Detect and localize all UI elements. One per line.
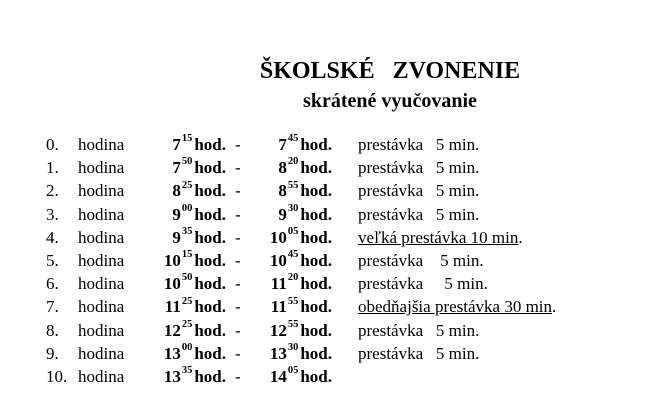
lesson-end-time-hour: 9 (278, 204, 287, 224)
schedule-row (0, 226, 666, 249)
lesson-start-time-hour: 10 (163, 250, 181, 270)
time-dash: - (235, 250, 241, 270)
break-info (358, 156, 479, 179)
document-title: ŠKOLSKÉ ZVONENIE (259, 58, 521, 84)
break-info (358, 203, 479, 226)
time-dash: - (235, 274, 241, 294)
break-label: prestávka 5 min. (358, 274, 488, 294)
lesson-word: hodina (78, 135, 125, 154)
time-dash: - (235, 204, 241, 224)
lesson-end-time-minutes: 05 (287, 226, 299, 237)
lesson-start-time-hour: 13 (163, 343, 181, 363)
lesson-start-time-minutes: 35 (181, 365, 193, 377)
time-dash: - (235, 158, 241, 178)
time-dash: - (235, 343, 241, 363)
break-label: prestávka 5 min. (358, 204, 480, 224)
lesson-end-time-hour: 8 (278, 158, 287, 178)
lesson-end-time (271, 295, 332, 318)
schedule-row (0, 342, 666, 365)
lesson-start-time-suffix: hod. (194, 297, 226, 317)
lesson-word: hodina (78, 366, 125, 386)
lesson-end-time-minutes: 30 (287, 341, 299, 353)
lesson-end-time-suffix: hod. (300, 297, 332, 317)
lesson-start-time (165, 295, 226, 318)
lesson-start-time-hour: 8 (172, 181, 181, 201)
schedule-row (0, 295, 666, 318)
lesson-start-time (172, 156, 226, 179)
lesson-start-time-minutes: 00 (181, 202, 193, 214)
lesson-word: hodina (78, 227, 125, 247)
lesson-number: 9. (46, 343, 59, 363)
lesson-start-time-minutes: 50 (181, 272, 193, 284)
lesson-number: 4. (46, 227, 59, 247)
lesson-start-time-hour: 11 (164, 297, 181, 317)
lesson-start-time (164, 249, 226, 272)
lesson-start-time (172, 179, 226, 202)
lesson-end-time-suffix: hod. (300, 181, 332, 201)
lesson-word: hodina (78, 181, 125, 201)
break-info (358, 295, 556, 318)
lesson-end-time-minutes: 20 (287, 272, 299, 284)
schedule-row (0, 319, 666, 342)
lesson-start-time-hour: 7 (172, 158, 181, 178)
lesson-end-time (278, 203, 332, 226)
schedule-row (0, 179, 666, 202)
lesson-end-time (270, 365, 332, 388)
lesson-start-time-suffix: hod. (194, 250, 226, 270)
schedule-row (0, 203, 666, 226)
time-dash: - (235, 135, 241, 154)
lesson-word: hodina (78, 274, 125, 294)
lesson-end-time (270, 342, 332, 365)
break-info (358, 342, 479, 365)
lesson-end-time (270, 226, 332, 249)
lesson-start-time (164, 272, 226, 295)
break-info (358, 272, 488, 295)
lesson-end-time-hour: 14 (269, 366, 287, 386)
lesson-word: hodina (78, 297, 125, 317)
lesson-end-time (270, 319, 332, 342)
lesson-start-time-suffix: hod. (194, 366, 226, 386)
time-dash: - (235, 297, 241, 317)
lesson-start-time-hour: 13 (163, 366, 181, 386)
lesson-number: 0. (46, 135, 59, 154)
lesson-end-time-hour: 12 (269, 320, 287, 340)
lesson-number: 1. (46, 158, 59, 178)
lesson-end-time-suffix: hod. (300, 227, 332, 247)
lesson-number: 5. (46, 250, 59, 270)
lesson-word: hodina (78, 320, 125, 340)
schedule-row (0, 156, 666, 179)
lesson-start-time-hour: 7 (172, 135, 181, 154)
lesson-start-time-suffix: hod. (194, 135, 226, 154)
break-info (358, 319, 479, 342)
break-info (358, 249, 484, 272)
break-label: prestávka 5 min. (358, 320, 480, 340)
lesson-start-time (172, 203, 226, 226)
lesson-word: hodina (78, 158, 125, 178)
lesson-end-time-hour: 11 (270, 274, 287, 294)
time-dash: - (235, 181, 241, 201)
lesson-number: 3. (46, 204, 59, 224)
lesson-end-time-suffix: hod. (300, 204, 332, 224)
lesson-start-time-hour: 12 (163, 320, 181, 340)
lesson-number: 7. (46, 297, 59, 317)
break-label: prestávka 5 min. (358, 181, 480, 201)
break-label: prestávka 5 min. (358, 135, 480, 154)
lesson-start-time-minutes: 25 (181, 318, 193, 330)
lesson-end-time-minutes: 55 (287, 318, 299, 330)
lesson-start-time-hour: 9 (172, 204, 181, 224)
lesson-end-time-minutes: 05 (287, 365, 299, 377)
lesson-end-time-suffix: hod. (300, 343, 332, 363)
lesson-start-time-suffix: hod. (194, 343, 226, 363)
lesson-word: hodina (78, 204, 125, 224)
lesson-start-time-minutes: 15 (181, 133, 193, 145)
lesson-end-time (278, 179, 332, 202)
lesson-end-time (271, 272, 332, 295)
break-info (358, 179, 479, 202)
lesson-end-time-suffix: hod. (300, 135, 332, 154)
lesson-end-time-hour: 11 (270, 297, 287, 317)
lesson-start-time (164, 342, 226, 365)
lesson-end-time-hour: 10 (269, 250, 287, 270)
lesson-end-time (278, 133, 332, 156)
lesson-start-time-hour: 10 (163, 274, 181, 294)
lesson-start-time (164, 319, 226, 342)
time-dash: - (235, 320, 241, 340)
lesson-start-time-minutes: 25 (181, 179, 193, 191)
schedule-row (0, 249, 666, 272)
lesson-end-time-minutes: 45 (287, 249, 299, 261)
lesson-end-time-minutes: 55 (287, 295, 299, 307)
lesson-end-time-suffix: hod. (300, 274, 332, 294)
schedule-row (0, 133, 666, 156)
lesson-start-time (172, 133, 226, 156)
lesson-end-time-suffix: hod. (300, 366, 332, 386)
lesson-end-time-hour: 7 (278, 135, 287, 154)
lesson-end-time-suffix: hod. (300, 250, 332, 270)
lesson-end-time (278, 156, 332, 179)
lesson-end-time-hour: 8 (278, 181, 287, 201)
lesson-word: hodina (78, 250, 125, 270)
break-label: obedňajšia prestávka 30 min (358, 297, 553, 317)
lesson-start-time-hour: 9 (172, 227, 181, 247)
lesson-start-time (164, 365, 226, 388)
break-label: veľká prestávka 10 min (358, 227, 519, 247)
break-info (358, 226, 523, 249)
lesson-start-time-suffix: hod. (194, 204, 226, 224)
break-label: prestávka 5 min. (358, 343, 480, 363)
lesson-end-time-hour: 10 (269, 227, 287, 247)
break-trailing-period: . (518, 227, 523, 247)
lesson-number: 2. (46, 181, 59, 201)
lesson-start-time-suffix: hod. (194, 227, 226, 247)
break-label: prestávka 5 min. (358, 250, 484, 270)
lesson-start-time-minutes: 15 (181, 249, 193, 261)
break-trailing-period: . (552, 297, 557, 317)
lesson-number: 8. (46, 320, 59, 340)
lesson-start-time-minutes: 00 (181, 341, 193, 353)
bell-schedule (0, 133, 666, 388)
lesson-number: 6. (46, 274, 59, 294)
lesson-end-time-hour: 13 (269, 343, 287, 363)
lesson-start-time-suffix: hod. (194, 181, 226, 201)
lesson-end-time-minutes: 20 (287, 156, 299, 168)
lesson-end-time-minutes: 30 (287, 202, 299, 214)
time-dash: - (235, 366, 241, 386)
schedule-row (0, 365, 666, 388)
schedule-row (0, 272, 666, 295)
document-subtitle: skrátené vyučovanie (303, 90, 477, 112)
lesson-end-time-minutes: 45 (287, 133, 299, 145)
lesson-end-time-suffix: hod. (300, 158, 332, 178)
lesson-word: hodina (78, 343, 125, 363)
lesson-end-time (270, 249, 332, 272)
lesson-start-time-suffix: hod. (194, 158, 226, 178)
lesson-start-time (172, 226, 226, 249)
break-info (358, 133, 479, 156)
lesson-number: 10. (46, 366, 68, 386)
lesson-end-time-minutes: 55 (287, 179, 299, 191)
lesson-start-time-suffix: hod. (194, 274, 226, 294)
lesson-start-time-minutes: 35 (181, 226, 193, 237)
break-label: prestávka 5 min. (358, 158, 480, 178)
lesson-start-time-minutes: 25 (181, 295, 193, 307)
lesson-start-time-suffix: hod. (194, 320, 226, 340)
time-dash: - (235, 227, 241, 247)
lesson-end-time-suffix: hod. (300, 320, 332, 340)
lesson-start-time-minutes: 50 (181, 156, 193, 168)
